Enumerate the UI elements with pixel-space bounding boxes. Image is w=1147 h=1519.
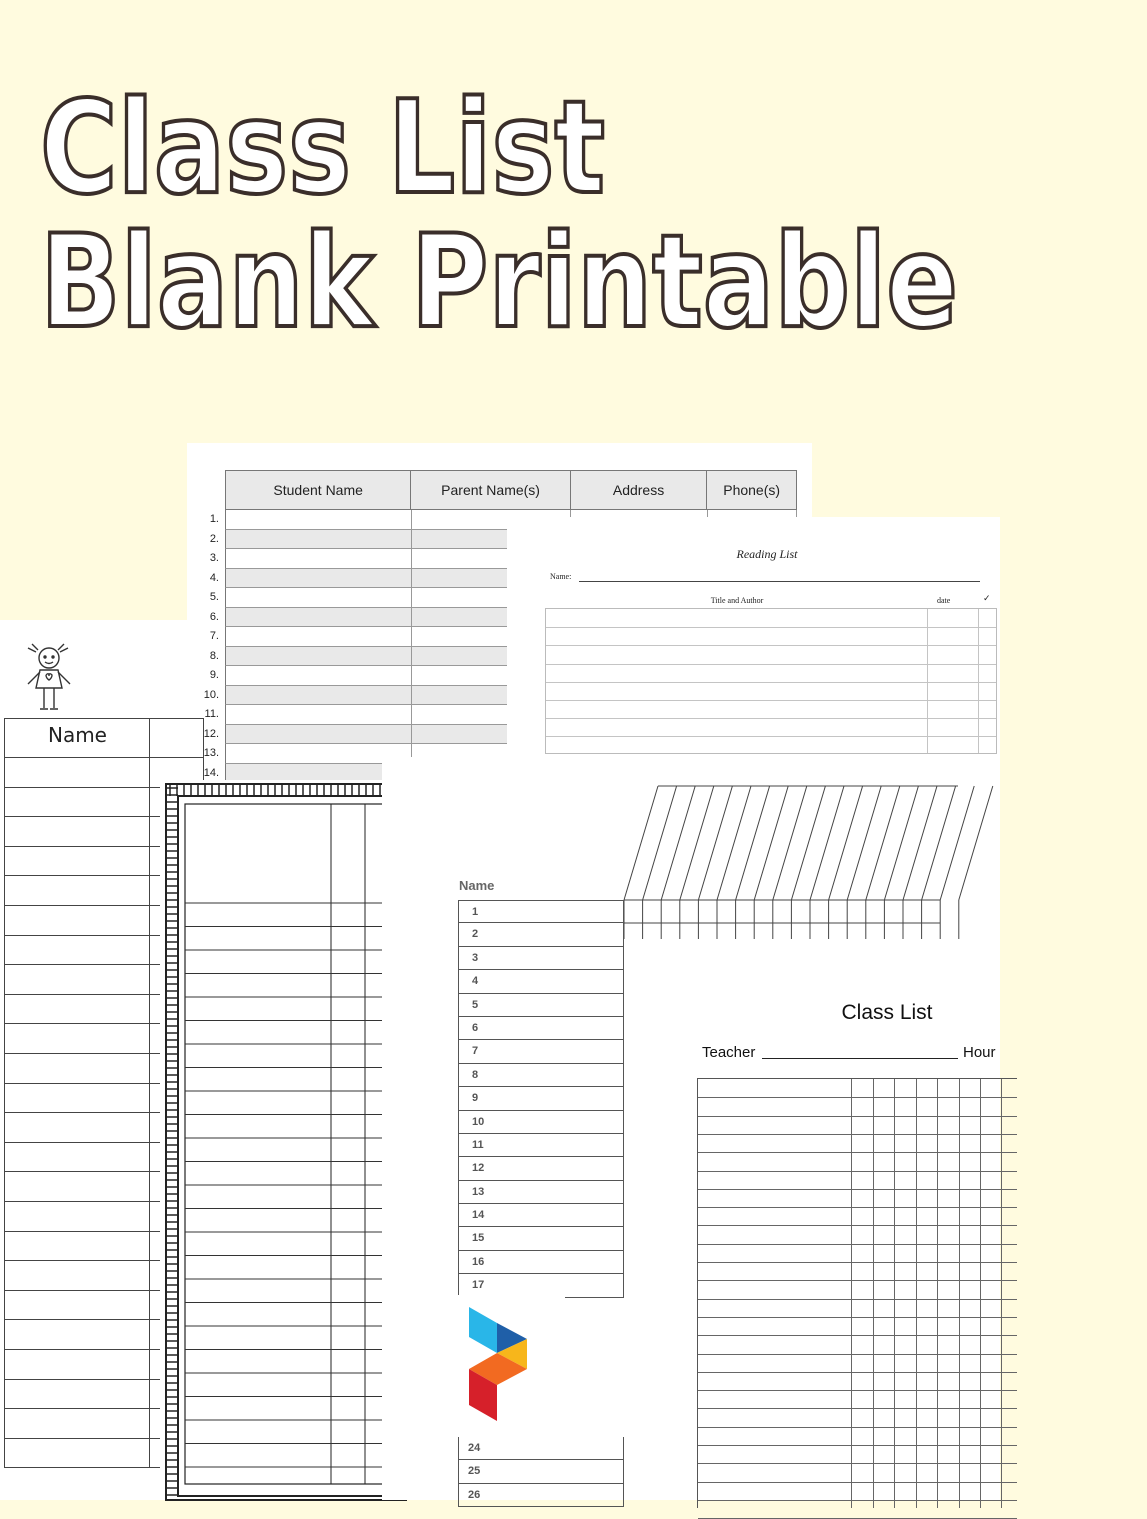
numbered-row: 9 xyxy=(458,1087,624,1110)
numbered-row: 24 xyxy=(458,1437,624,1460)
row-number: 9. xyxy=(209,669,219,681)
angled-header-line xyxy=(754,786,788,900)
bordered-sheet xyxy=(160,780,382,1500)
angled-header-line xyxy=(680,786,714,900)
name-sheet-left xyxy=(0,620,187,1500)
row-line xyxy=(546,736,996,737)
column-line xyxy=(916,1079,917,1508)
numbered-row: 11 xyxy=(458,1134,624,1157)
numbered-row: 13 xyxy=(458,1181,624,1204)
name-label: Name: xyxy=(550,572,572,581)
table-cell xyxy=(226,569,412,588)
row-number: 4. xyxy=(209,571,219,584)
column-line xyxy=(851,1079,852,1508)
row-number: 10. xyxy=(203,688,219,701)
angled-header-line xyxy=(959,786,993,900)
border-outer xyxy=(166,784,406,1500)
angled-header-line xyxy=(810,786,844,900)
row-line xyxy=(546,664,996,665)
name-label: Name xyxy=(459,878,495,893)
row-line xyxy=(698,1317,1017,1318)
row-line xyxy=(698,1280,1017,1281)
numbered-row: 16 xyxy=(458,1251,624,1274)
numbered-row: 3 xyxy=(458,947,624,970)
reading-list-title: Reading List xyxy=(736,547,798,561)
angled-header-line xyxy=(903,786,937,900)
angled-header-line xyxy=(847,786,881,900)
hour-label: Hour xyxy=(963,1044,996,1061)
row-line xyxy=(698,1427,1017,1428)
class-list-sheet xyxy=(627,940,1000,1500)
table-cell xyxy=(226,510,412,529)
row-number: 2. xyxy=(209,532,219,545)
table-cell xyxy=(226,530,412,549)
angled-header-line xyxy=(829,786,863,900)
row-line xyxy=(698,1463,1017,1464)
row-number: 1. xyxy=(209,513,219,525)
row-line xyxy=(5,757,203,758)
row-number: 6. xyxy=(209,610,219,623)
angled-header-line xyxy=(736,786,770,900)
header-title-author: Title and Author xyxy=(710,596,764,605)
logo-card xyxy=(455,1295,565,1435)
column-line xyxy=(937,1079,938,1508)
table-cell xyxy=(226,647,412,666)
row-line xyxy=(546,627,996,628)
numbered-row: 15 xyxy=(458,1227,624,1250)
row-line xyxy=(698,1171,1017,1172)
numbered-row: 7 xyxy=(458,1040,624,1063)
title-line-1: Class List xyxy=(40,74,605,223)
row-number: 12. xyxy=(203,727,219,740)
table-cell xyxy=(226,549,412,568)
header-check: ✓ xyxy=(983,593,991,603)
numbered-row: 5 xyxy=(458,994,624,1017)
teacher-label: Teacher xyxy=(702,1044,756,1061)
numbered-row: 12 xyxy=(458,1157,624,1180)
row-line xyxy=(698,1262,1017,1263)
column-divider xyxy=(978,609,979,753)
angled-header-line xyxy=(643,786,677,900)
row-line xyxy=(698,1207,1017,1208)
row-number: 5. xyxy=(209,591,219,603)
header-name: Name xyxy=(47,723,107,747)
column-line xyxy=(1001,1079,1002,1508)
row-line xyxy=(698,1482,1017,1483)
name-line xyxy=(579,581,980,582)
row-line xyxy=(546,645,996,646)
angled-header-line xyxy=(624,786,658,900)
numbered-row: 8 xyxy=(458,1064,624,1087)
angled-header-line xyxy=(922,786,956,900)
row-number: 7. xyxy=(209,630,219,642)
teacher-line xyxy=(762,1058,958,1059)
row-line xyxy=(698,1500,1017,1501)
table-cell xyxy=(226,588,412,607)
row-line xyxy=(546,682,996,683)
title-line-2: Blank Printable xyxy=(40,208,958,357)
row-line xyxy=(698,1097,1017,1098)
row-line xyxy=(698,1372,1017,1373)
brand-logo-icon xyxy=(455,1295,565,1435)
page-title xyxy=(0,0,1000,360)
row-line xyxy=(698,1408,1017,1409)
row-number: 11. xyxy=(204,708,219,720)
row-line xyxy=(698,1354,1017,1355)
border-inner xyxy=(178,796,408,1496)
row-line xyxy=(698,1445,1017,1446)
header-address: Address xyxy=(571,471,708,509)
numbered-row: 26 xyxy=(458,1484,624,1507)
girl-drawing-icon xyxy=(16,642,82,720)
row-number: 8. xyxy=(209,649,219,662)
numbered-rows xyxy=(458,900,624,1298)
column-divider xyxy=(149,719,150,1467)
row-line xyxy=(698,1335,1017,1336)
column-line xyxy=(873,1079,874,1508)
numbered-row: 6 xyxy=(458,1017,624,1040)
bordered-table xyxy=(160,780,382,1500)
class-grid xyxy=(697,1078,1017,1508)
table-cell xyxy=(226,705,412,724)
numbered-rows-bottom xyxy=(458,1437,624,1507)
numbered-row: 4 xyxy=(458,970,624,993)
class-list-title: Class List xyxy=(841,1001,933,1024)
numbered-row: 10 xyxy=(458,1111,624,1134)
row-line xyxy=(698,1152,1017,1153)
column-line xyxy=(959,1079,960,1508)
row-line xyxy=(698,1390,1017,1391)
header-date: date xyxy=(937,596,951,605)
row-line xyxy=(698,1116,1017,1117)
row-number: 13. xyxy=(203,747,219,759)
row-line xyxy=(546,718,996,719)
table-cell xyxy=(226,627,412,646)
angled-header-line xyxy=(773,786,807,900)
column-line xyxy=(980,1079,981,1508)
row-number: 14. xyxy=(203,766,219,779)
angled-header-line xyxy=(661,786,695,900)
angled-header-line xyxy=(698,786,732,900)
angled-header-line xyxy=(717,786,751,900)
angled-header-line xyxy=(940,786,974,900)
header-parent-names: Parent Name(s) xyxy=(411,471,570,509)
row-line xyxy=(698,1189,1017,1190)
header-phones: Phone(s) xyxy=(723,482,781,498)
row-line xyxy=(698,1134,1017,1135)
angled-header-line xyxy=(884,786,918,900)
row-line xyxy=(698,1225,1017,1226)
column-line xyxy=(894,1079,895,1508)
angled-header-line xyxy=(866,786,900,900)
table-header xyxy=(225,470,797,510)
column-divider xyxy=(927,609,928,753)
reading-table xyxy=(545,608,997,754)
row-line xyxy=(698,1299,1017,1300)
table-cell xyxy=(226,725,412,744)
reading-list-sheet xyxy=(507,517,1000,757)
table-frame xyxy=(185,804,395,1484)
angled-header-line xyxy=(791,786,825,900)
row-line xyxy=(546,700,996,701)
row-number: 3. xyxy=(209,552,219,564)
numbered-row: 14 xyxy=(458,1204,624,1227)
numbered-row: 2 xyxy=(458,923,624,946)
numbered-row: 1 xyxy=(458,900,624,923)
table-cell xyxy=(226,608,412,627)
table-cell xyxy=(226,686,412,705)
row-line xyxy=(698,1244,1017,1245)
numbered-row: 17 xyxy=(458,1274,624,1297)
header-student-name: Student Name xyxy=(226,471,411,509)
numbered-row: 25 xyxy=(458,1460,624,1483)
table-cell xyxy=(226,666,412,685)
